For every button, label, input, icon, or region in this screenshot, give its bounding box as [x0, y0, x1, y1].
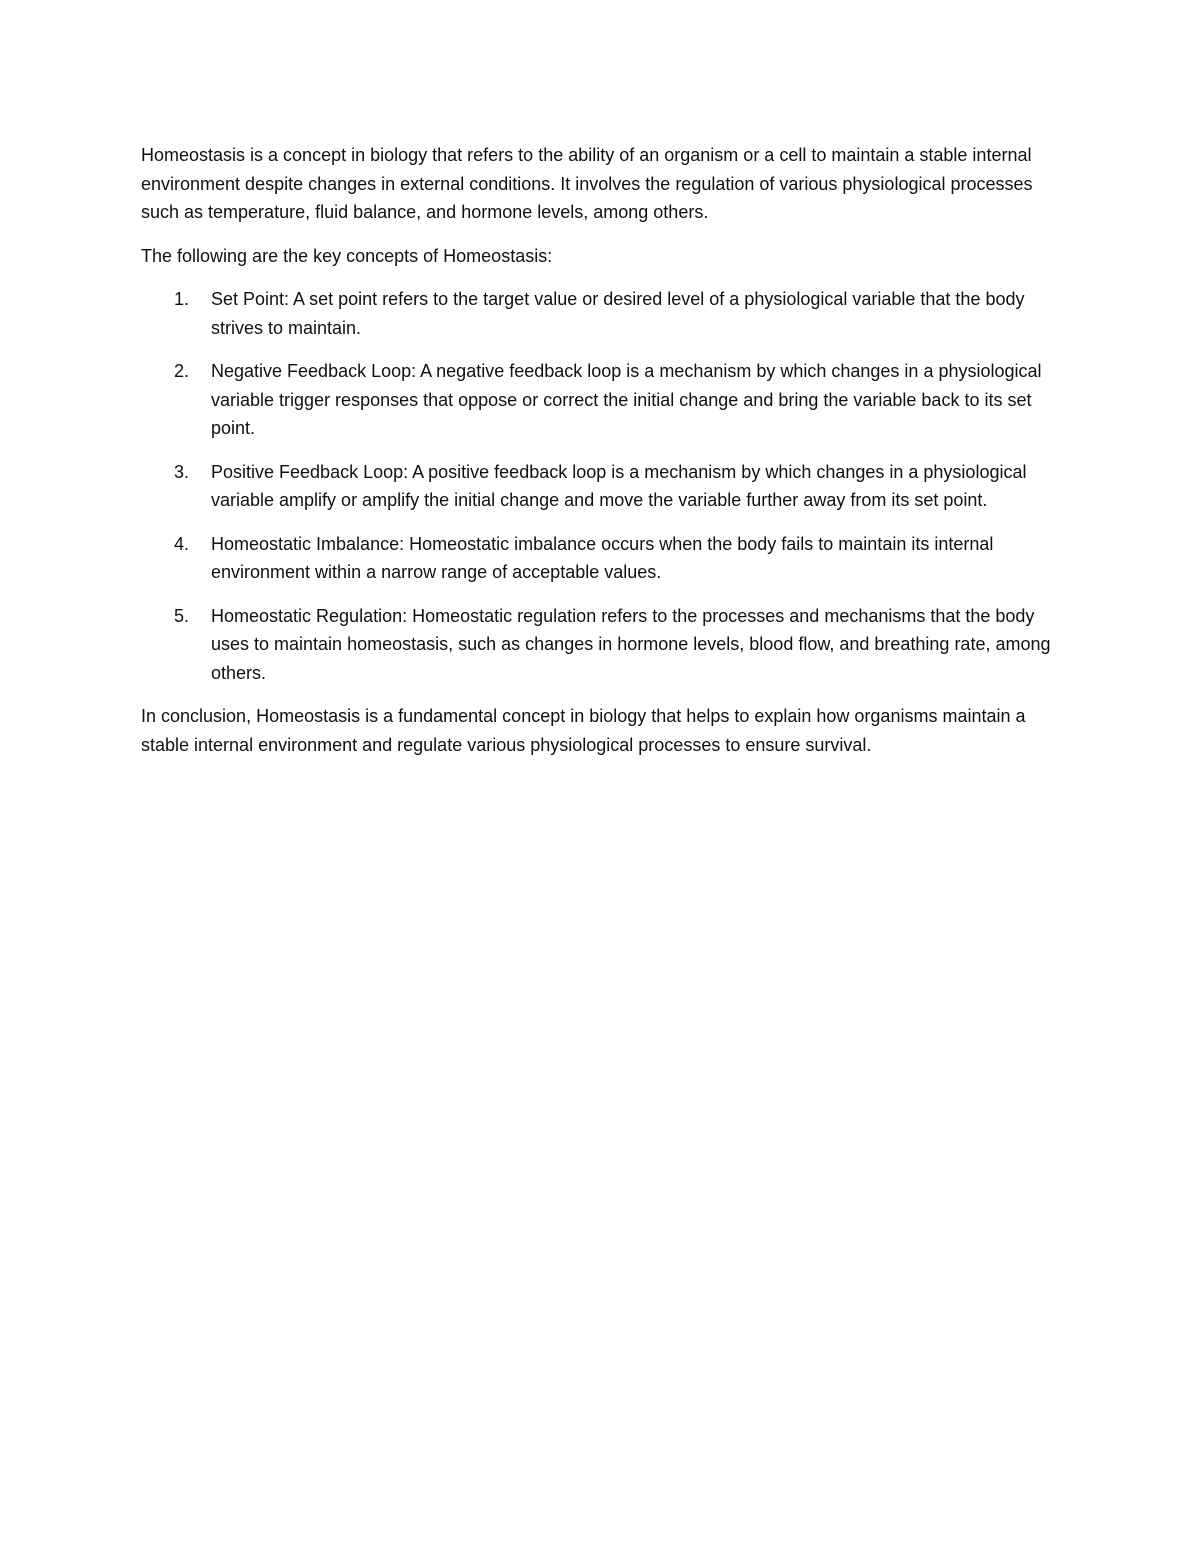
list-item-text: Set Point: A set point refers to the target value or desired level of a physiological variable that the body strives to maintain.: [211, 289, 1025, 338]
list-item-text: Homeostatic Imbalance: Homeostatic imbalance occurs when the body fails to maintain its internal environment within a narrow range of acceptable values.: [211, 533, 994, 582]
list-item: [141, 357, 1061, 443]
list-heading: The following are the key concepts of Homeostasis:: [141, 245, 553, 266]
key-concepts-list: [141, 285, 1061, 687]
list-item-text: Positive Feedback Loop: A positive feedback loop is a mechanism by which changes in a physiological variable amplify or amplify the initial change and move the variable further away from its set point.: [211, 461, 1027, 510]
list-item-number: 4.: [174, 533, 190, 554]
document-body: [141, 141, 1061, 774]
list-item: [141, 285, 1061, 342]
list-item-number: 3.: [174, 461, 190, 482]
intro-paragraph: Homeostasis is a concept in biology that refers to the ability of an organism or a cell to maintain a stable internal environment despite changes in external conditions. It involves the regulation of various physiological processes such as temperature, fluid balance, and hormone levels, among others.: [141, 145, 1033, 222]
list-item-number: 5.: [174, 605, 190, 626]
conclusion-paragraph: In conclusion, Homeostasis is a fundamental concept in biology that helps to explain how organisms maintain a stable internal environment and regulate various physiological processes to ensure survival.: [141, 706, 1026, 755]
list-item: [141, 530, 1061, 587]
list-item-number: 2.: [174, 361, 190, 381]
list-item-text: Homeostatic Regulation: Homeostatic regulation refers to the processes and mechanisms that the body uses to maintain homeostasis, such as changes in hormone levels, blood flow, and breathing rate, among others.: [211, 605, 1051, 683]
list-item-text: Negative Feedback Loop: A negative feedback loop is a mechanism by which changes in a physiological variable trigger responses that oppose or correct the initial change and bring the variable back to its set point.: [211, 361, 1042, 438]
list-item: [141, 602, 1061, 688]
list-item: [141, 458, 1061, 515]
list-item-number: 1.: [174, 289, 190, 309]
